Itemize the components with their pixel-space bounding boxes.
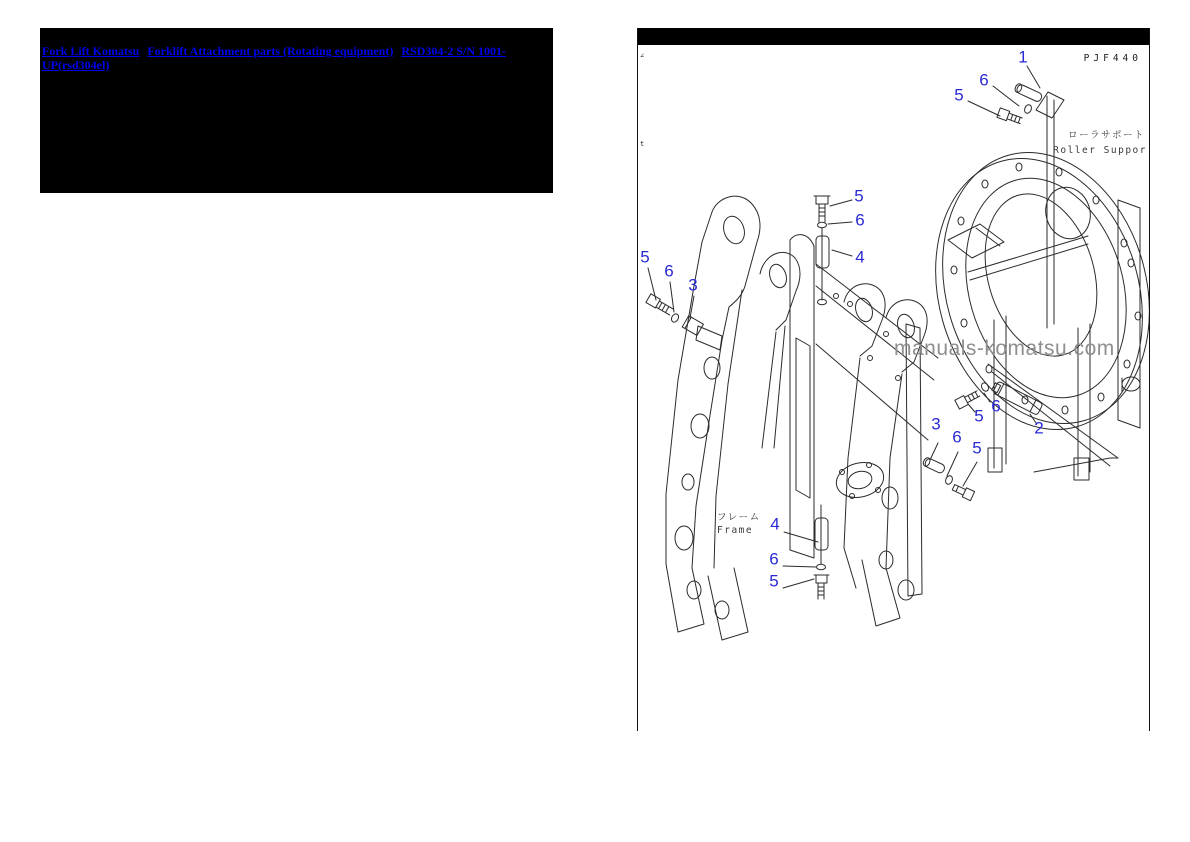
- part-callout: 2: [1034, 418, 1044, 438]
- part-callout: 5: [954, 85, 964, 105]
- part-callout: 5: [854, 186, 864, 206]
- label-roller-support-jp: ローラサポート: [1067, 130, 1145, 141]
- part-callout: 5: [974, 406, 984, 426]
- part-callout: 4: [855, 247, 865, 267]
- edge-mark-top: ∠: [640, 52, 645, 60]
- breadcrumb-links: [40, 28, 553, 72]
- edge-mark-bottom: t: [640, 140, 645, 148]
- part-callout: 6: [952, 427, 962, 447]
- part-callout: 3: [931, 414, 941, 434]
- part-callout: 1: [1018, 47, 1028, 67]
- part-callout: 3: [688, 275, 698, 295]
- label-frame-jp: フレーム: [717, 512, 761, 523]
- part-callout: 5: [769, 571, 779, 591]
- label-roller-support-en: Roller Suppor: [1053, 145, 1147, 156]
- plate-code: PJF440: [1083, 53, 1142, 64]
- link-attachment-parts[interactable]: Forklift Attachment parts (Rotating equipment): [147, 44, 394, 58]
- part-callout: 6: [979, 70, 989, 90]
- label-frame-en: Frame: [717, 525, 754, 536]
- link-fork-lift-komatsu[interactable]: Fork Lift Komatsu: [42, 44, 140, 58]
- parts-diagram-sheet: [637, 28, 1150, 731]
- part-callout: 5: [640, 247, 650, 267]
- header-black-box: [40, 28, 553, 193]
- part-callout: 6: [769, 549, 779, 569]
- part-callout: 4: [770, 514, 780, 534]
- part-callout: 6: [991, 396, 1001, 416]
- watermark: manuals-komatsu.com: [894, 337, 1115, 360]
- part-callout: 5: [972, 438, 982, 458]
- part-callout: 6: [855, 210, 865, 230]
- link-model-serial[interactable]: RSD304-2 S/N 1001-UP(rsd304el): [42, 44, 506, 72]
- part-callout: 6: [664, 261, 674, 281]
